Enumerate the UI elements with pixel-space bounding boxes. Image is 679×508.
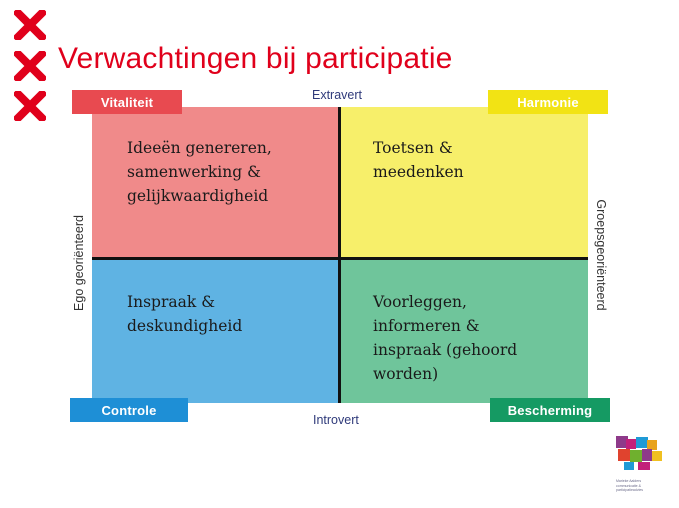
logo-icon <box>614 434 664 472</box>
logo-text <box>616 479 666 493</box>
quadrant-text-top-right <box>373 136 464 184</box>
text-line: worden) <box>373 365 439 383</box>
text-line: Ideeën genereren, <box>127 139 272 157</box>
text-line: deskundigheid <box>127 317 243 335</box>
text-line: informeren & <box>373 317 480 335</box>
quadrant-text-bottom-left <box>127 290 242 338</box>
axis-label-left: Ego georiënteerd <box>72 215 86 311</box>
quadrant-text-bottom-right <box>373 290 517 386</box>
tag-harmonie: Harmonie <box>488 90 608 114</box>
text-line: meedenken <box>373 163 464 181</box>
axis-label-top: Extravert <box>312 88 363 102</box>
text-line: inspraak (gehoord <box>373 341 518 359</box>
page-title: Verwachtingen bij participatie <box>58 42 453 75</box>
axis-label-bottom: Introvert <box>313 413 359 427</box>
vertical-axis-line <box>338 107 341 403</box>
logo-text-line: communicatie & <box>616 483 641 488</box>
amsterdam-cross-icon <box>14 91 46 121</box>
text-line: Toetsen & <box>373 139 453 157</box>
amsterdam-cross-icon <box>14 10 46 40</box>
tag-vitaliteit: Vitaliteit <box>72 90 182 114</box>
text-line: samenwerking & <box>127 163 261 181</box>
quadrant-text-top-left <box>127 136 272 208</box>
logo-text-line: participatieadvies <box>616 488 644 492</box>
axis-label-right: Groepsgeoriënteerd <box>594 199 608 311</box>
text-line: Inspraak & <box>127 293 215 311</box>
text-line: gelijkwaardigheid <box>127 187 269 205</box>
amsterdam-cross-icon <box>14 51 46 81</box>
tag-bescherming: Bescherming <box>490 398 610 422</box>
text-line: Voorleggen, <box>373 293 467 311</box>
logo-text-line: Marieke Aalders <box>616 479 642 483</box>
tag-controle: Controle <box>70 398 188 422</box>
